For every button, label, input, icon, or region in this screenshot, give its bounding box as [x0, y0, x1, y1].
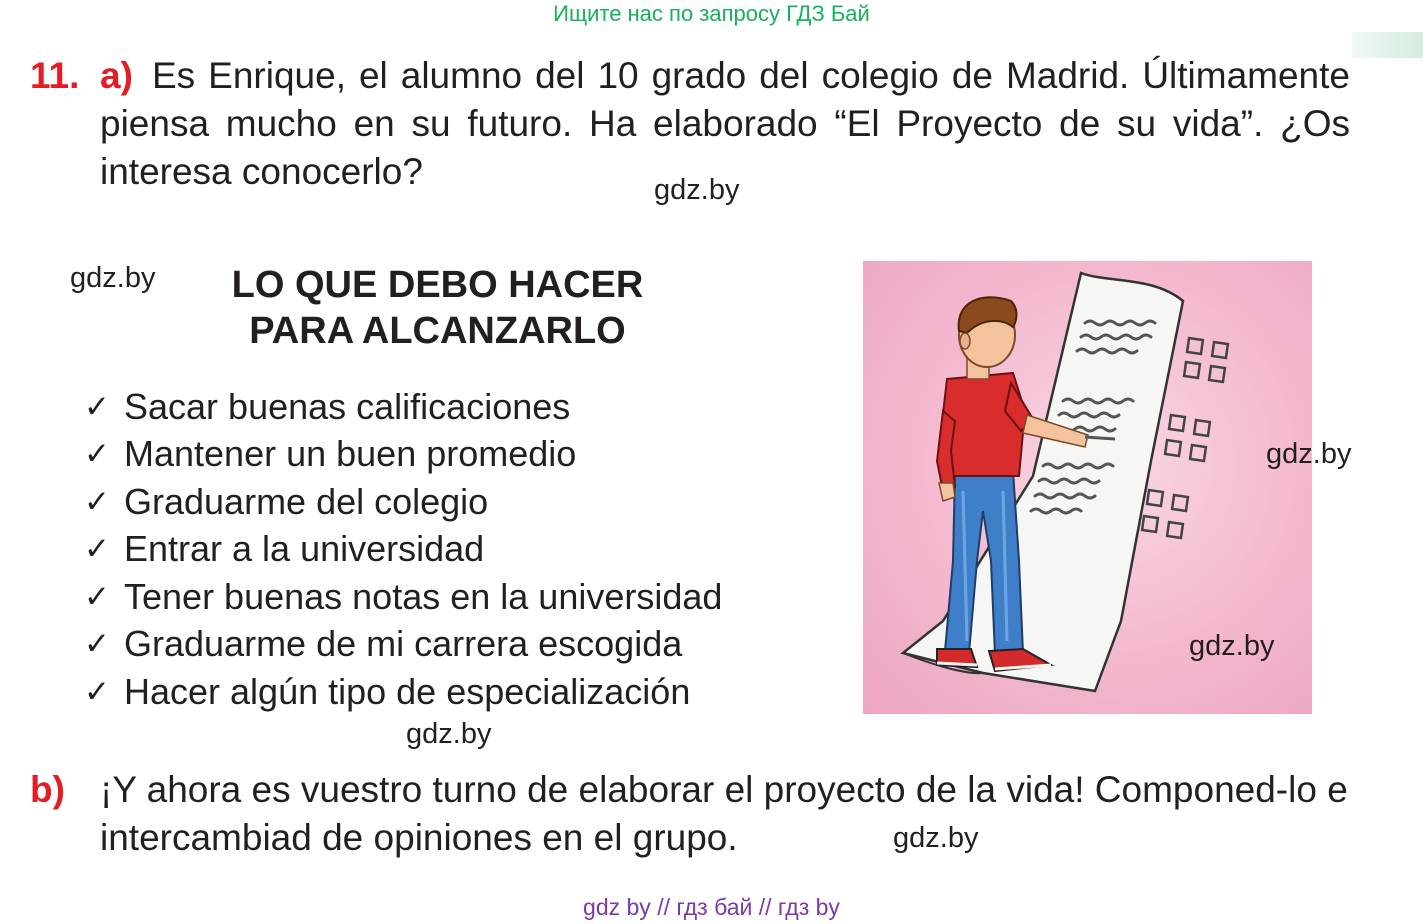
list-item-text: Sacar buenas calificaciones: [124, 385, 571, 427]
list-item-text: Hacer algún tipo de especialización: [124, 670, 691, 712]
footer-links[interactable]: gdz by // гдз бай // гдз by: [583, 894, 840, 920]
list-item-text: Graduarme del colegio: [124, 480, 489, 522]
check-icon: ✓: [84, 436, 110, 473]
list-item: [84, 668, 722, 716]
check-icon: ✓: [84, 388, 110, 425]
list-item: [84, 431, 722, 479]
part-b-label: b): [30, 769, 65, 810]
check-icon: ✓: [84, 578, 110, 615]
check-icon: ✓: [84, 531, 110, 568]
checklist: [84, 383, 722, 716]
watermark: gdz.by: [406, 718, 492, 750]
watermark: gdz.by: [70, 262, 156, 294]
watermark: gdz.by: [654, 174, 740, 206]
check-icon: ✓: [84, 673, 110, 710]
check-icon: ✓: [84, 626, 110, 663]
watermark: gdz.by: [1266, 438, 1352, 470]
list-title-line: LO QUE DEBO HACER: [231, 264, 644, 306]
list-item-text: Tener buenas notas en la universidad: [124, 575, 723, 617]
part-a-text: Es Enrique, el alumno del 10 grado del colegio de Madrid. Últimamente piensa mucho en su futuro. Ha elaborado “El Proyecto de su vida”. ¿Os interesa conocerlo?: [100, 55, 1350, 192]
list-item-text: Entrar a la universidad: [124, 528, 485, 570]
part-a-label: a): [100, 55, 133, 96]
list-item: [84, 478, 722, 526]
list-item-text: Graduarme de mi carrera escogida: [124, 623, 683, 665]
list-title: [170, 262, 705, 354]
check-icon: ✓: [84, 483, 110, 520]
top-banner[interactable]: Ищите нас по запросу ГДЗ Бай: [553, 1, 870, 26]
list-item: [84, 383, 722, 431]
exercise-number: 11.: [30, 55, 80, 96]
watermark: gdz.by: [893, 822, 979, 854]
watermark: gdz.by: [1189, 630, 1275, 662]
corner-decoration: [1352, 32, 1423, 58]
part-b-text: ¡Y ahora es vuestro turno de elaborar el proyecto de la vida! Componed-lo e intercambiad de opiniones en el grupo.: [100, 769, 1348, 858]
list-item: [84, 573, 722, 621]
list-item: [84, 621, 722, 669]
list-item-text: Mantener un buen promedio: [124, 433, 577, 475]
list-item: [84, 526, 722, 574]
list-title-line: PARA ALCANZARLO: [249, 310, 626, 352]
